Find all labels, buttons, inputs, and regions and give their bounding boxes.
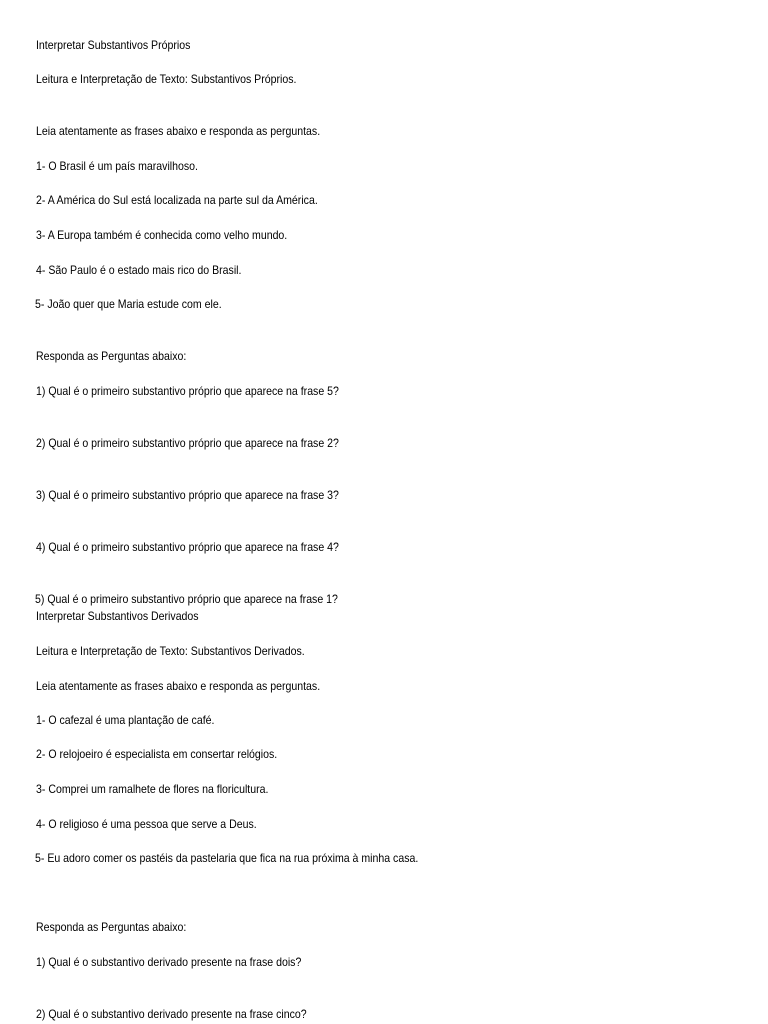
section1-sentence: 3- A Europa também é conhecida como velho mundo. — [36, 228, 288, 242]
section1-question: 3) Qual é o primeiro substantivo próprio que aparece na frase 3? — [36, 488, 339, 502]
section1-question: 1) Qual é o primeiro substantivo próprio que aparece na frase 5? — [36, 384, 339, 398]
section2-question: 1) Qual é o substantivo derivado presente na frase dois? — [36, 955, 302, 969]
section1-sentence: 4- São Paulo é o estado mais rico do Brasil. — [36, 263, 242, 277]
section1-question: 2) Qual é o primeiro substantivo próprio que aparece na frase 2? — [36, 436, 339, 450]
section2-title: Interpretar Substantivos Derivados — [36, 609, 199, 623]
section1-title: Interpretar Substantivos Próprios — [36, 38, 191, 52]
section2-sentence: 1- O cafezal é uma plantação de café. — [36, 713, 215, 727]
section2-subtitle: Leitura e Interpretação de Texto: Substantivos Derivados. — [36, 644, 305, 658]
section1-sentence: 5- João quer que Maria estude com ele. — [35, 297, 222, 311]
section1-sentence: 2- A América do Sul está localizada na parte sul da América. — [36, 193, 318, 207]
section1-instruction: Leia atentamente as frases abaixo e responda as perguntas. — [36, 124, 321, 138]
section2-sentence: 3- Comprei um ramalhete de flores na floricultura. — [36, 782, 269, 796]
section1-subtitle: Leitura e Interpretação de Texto: Substantivos Próprios. — [36, 72, 297, 86]
section1-sentence: 1- O Brasil é um país maravilhoso. — [36, 159, 198, 173]
section1-question: 4) Qual é o primeiro substantivo próprio que aparece na frase 4? — [36, 540, 339, 554]
section2-instruction: Leia atentamente as frases abaixo e responda as perguntas. — [36, 679, 321, 693]
section2-questions-heading: Responda as Perguntas abaixo: — [36, 920, 187, 934]
section1-questions-heading: Responda as Perguntas abaixo: — [36, 349, 187, 363]
section1-question: 5) Qual é o primeiro substantivo próprio que aparece na frase 1? — [35, 592, 338, 606]
section2-sentence: 2- O relojoeiro é especialista em consertar relógios. — [36, 747, 278, 761]
section2-sentence: 4- O religioso é uma pessoa que serve a Deus. — [36, 817, 257, 831]
section2-sentence: 5- Eu adoro comer os pastéis da pastelaria que fica na rua próxima à minha casa. — [35, 851, 419, 865]
section2-question: 2) Qual é o substantivo derivado presente na frase cinco? — [36, 1007, 307, 1021]
